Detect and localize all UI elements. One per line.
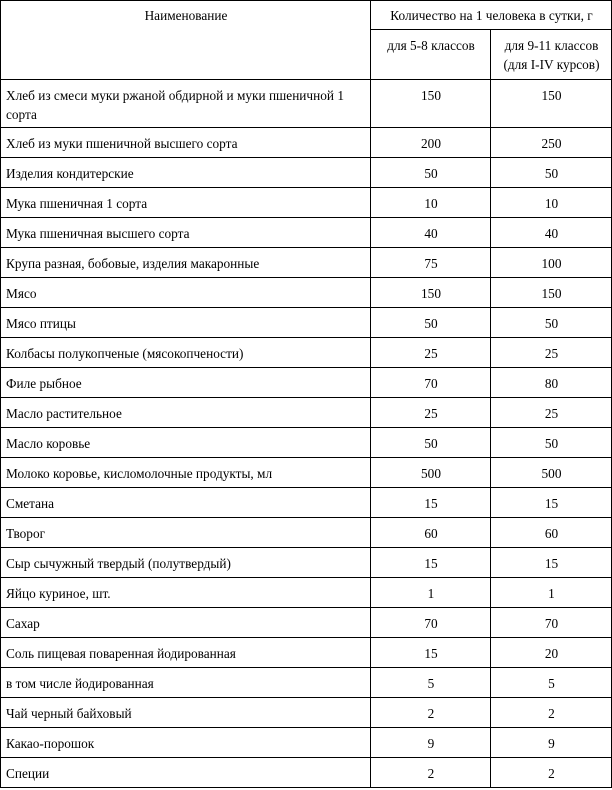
header-quantity-group: Количество на 1 человека в сутки, г (371, 1, 612, 30)
row-value-grades-9-11: 2 (491, 758, 612, 788)
row-value-grades-5-8: 70 (371, 608, 491, 638)
row-value-grades-5-8: 200 (371, 128, 491, 158)
table-row (1, 248, 612, 278)
row-value-grades-9-11: 1 (491, 578, 612, 608)
row-name-cell: Специи (1, 758, 371, 788)
table-row (1, 578, 612, 608)
row-value-grades-5-8: 75 (371, 248, 491, 278)
row-value-grades-9-11: 50 (491, 158, 612, 188)
table-row (1, 368, 612, 398)
row-value-grades-5-8: 10 (371, 188, 491, 218)
row-value-grades-5-8: 15 (371, 548, 491, 578)
row-value-grades-9-11: 500 (491, 458, 612, 488)
table-row (1, 488, 612, 518)
table-row (1, 188, 612, 218)
table-row (1, 758, 612, 788)
row-value-grades-5-8: 40 (371, 218, 491, 248)
row-name-cell: Крупа разная, бобовые, изделия макаронные (1, 248, 371, 278)
table-row (1, 428, 612, 458)
row-value-grades-5-8: 15 (371, 488, 491, 518)
row-value-grades-5-8: 150 (371, 80, 491, 128)
row-value-grades-5-8: 70 (371, 368, 491, 398)
row-value-grades-5-8: 500 (371, 458, 491, 488)
row-name-cell: Творог (1, 518, 371, 548)
row-name-cell: Филе рыбное (1, 368, 371, 398)
row-value-grades-9-11: 9 (491, 728, 612, 758)
row-name-cell: Сахар (1, 608, 371, 638)
row-name-cell: Масло растительное (1, 398, 371, 428)
row-name-cell: Какао-порошок (1, 728, 371, 758)
row-value-grades-9-11: 100 (491, 248, 612, 278)
row-name-cell: Соль пищевая поваренная йодированная (1, 638, 371, 668)
row-value-grades-9-11: 5 (491, 668, 612, 698)
row-value-grades-5-8: 50 (371, 308, 491, 338)
header-row (1, 1, 612, 30)
table-row (1, 698, 612, 728)
row-value-grades-5-8: 50 (371, 428, 491, 458)
row-value-grades-9-11: 70 (491, 608, 612, 638)
row-value-grades-9-11: 250 (491, 128, 612, 158)
row-value-grades-5-8: 2 (371, 758, 491, 788)
table-row (1, 338, 612, 368)
row-value-grades-5-8: 60 (371, 518, 491, 548)
row-value-grades-5-8: 50 (371, 158, 491, 188)
row-value-grades-5-8: 1 (371, 578, 491, 608)
row-value-grades-9-11: 150 (491, 278, 612, 308)
row-value-grades-9-11: 25 (491, 338, 612, 368)
row-name-cell: Яйцо куриное, шт. (1, 578, 371, 608)
row-value-grades-5-8: 25 (371, 398, 491, 428)
row-name-cell: Масло коровье (1, 428, 371, 458)
row-name-cell: Хлеб из муки пшеничной высшего сорта (1, 128, 371, 158)
table-row (1, 308, 612, 338)
table-row (1, 638, 612, 668)
row-value-grades-9-11: 2 (491, 698, 612, 728)
row-name-cell: Сыр сычужный твердый (полутвердый) (1, 548, 371, 578)
row-value-grades-5-8: 5 (371, 668, 491, 698)
row-value-grades-5-8: 25 (371, 338, 491, 368)
table-row (1, 398, 612, 428)
row-name-cell: Чай черный байховый (1, 698, 371, 728)
row-value-grades-9-11: 15 (491, 488, 612, 518)
table-row (1, 218, 612, 248)
row-value-grades-9-11: 10 (491, 188, 612, 218)
row-value-grades-5-8: 2 (371, 698, 491, 728)
row-value-grades-5-8: 15 (371, 638, 491, 668)
row-name-cell: Изделия кондитерские (1, 158, 371, 188)
row-value-grades-9-11: 15 (491, 548, 612, 578)
header-grades-5-8: для 5-8 классов (371, 30, 491, 80)
row-name-cell: Мука пшеничная высшего сорта (1, 218, 371, 248)
row-value-grades-9-11: 150 (491, 80, 612, 128)
row-value-grades-5-8: 150 (371, 278, 491, 308)
row-name-cell: Мука пшеничная 1 сорта (1, 188, 371, 218)
row-name-cell: Колбасы полукопченые (мясокопчености) (1, 338, 371, 368)
table-row (1, 128, 612, 158)
table-row (1, 608, 612, 638)
table-row (1, 458, 612, 488)
table-row (1, 668, 612, 698)
row-name-cell: Мясо (1, 278, 371, 308)
row-name-cell: Мясо птицы (1, 308, 371, 338)
table-row (1, 728, 612, 758)
row-value-grades-9-11: 40 (491, 218, 612, 248)
row-value-grades-9-11: 50 (491, 308, 612, 338)
row-value-grades-9-11: 25 (491, 398, 612, 428)
header-grades-9-11: для 9-11 классов (для I-IV курсов) (491, 30, 612, 80)
row-name-cell: Хлеб из смеси муки ржаной обдирной и муки пшеничной 1 сорта (1, 80, 371, 128)
row-value-grades-9-11: 60 (491, 518, 612, 548)
row-value-grades-9-11: 50 (491, 428, 612, 458)
table-row (1, 278, 612, 308)
row-value-grades-5-8: 9 (371, 728, 491, 758)
row-name-cell: в том числе йодированная (1, 668, 371, 698)
table-row (1, 80, 612, 128)
table-row (1, 548, 612, 578)
table-row (1, 158, 612, 188)
row-name-cell: Молоко коровье, кисломолочные продукты, мл (1, 458, 371, 488)
row-value-grades-9-11: 80 (491, 368, 612, 398)
row-value-grades-9-11: 20 (491, 638, 612, 668)
row-name-cell: Сметана (1, 488, 371, 518)
header-name: Наименование (1, 1, 371, 80)
table-row (1, 518, 612, 548)
